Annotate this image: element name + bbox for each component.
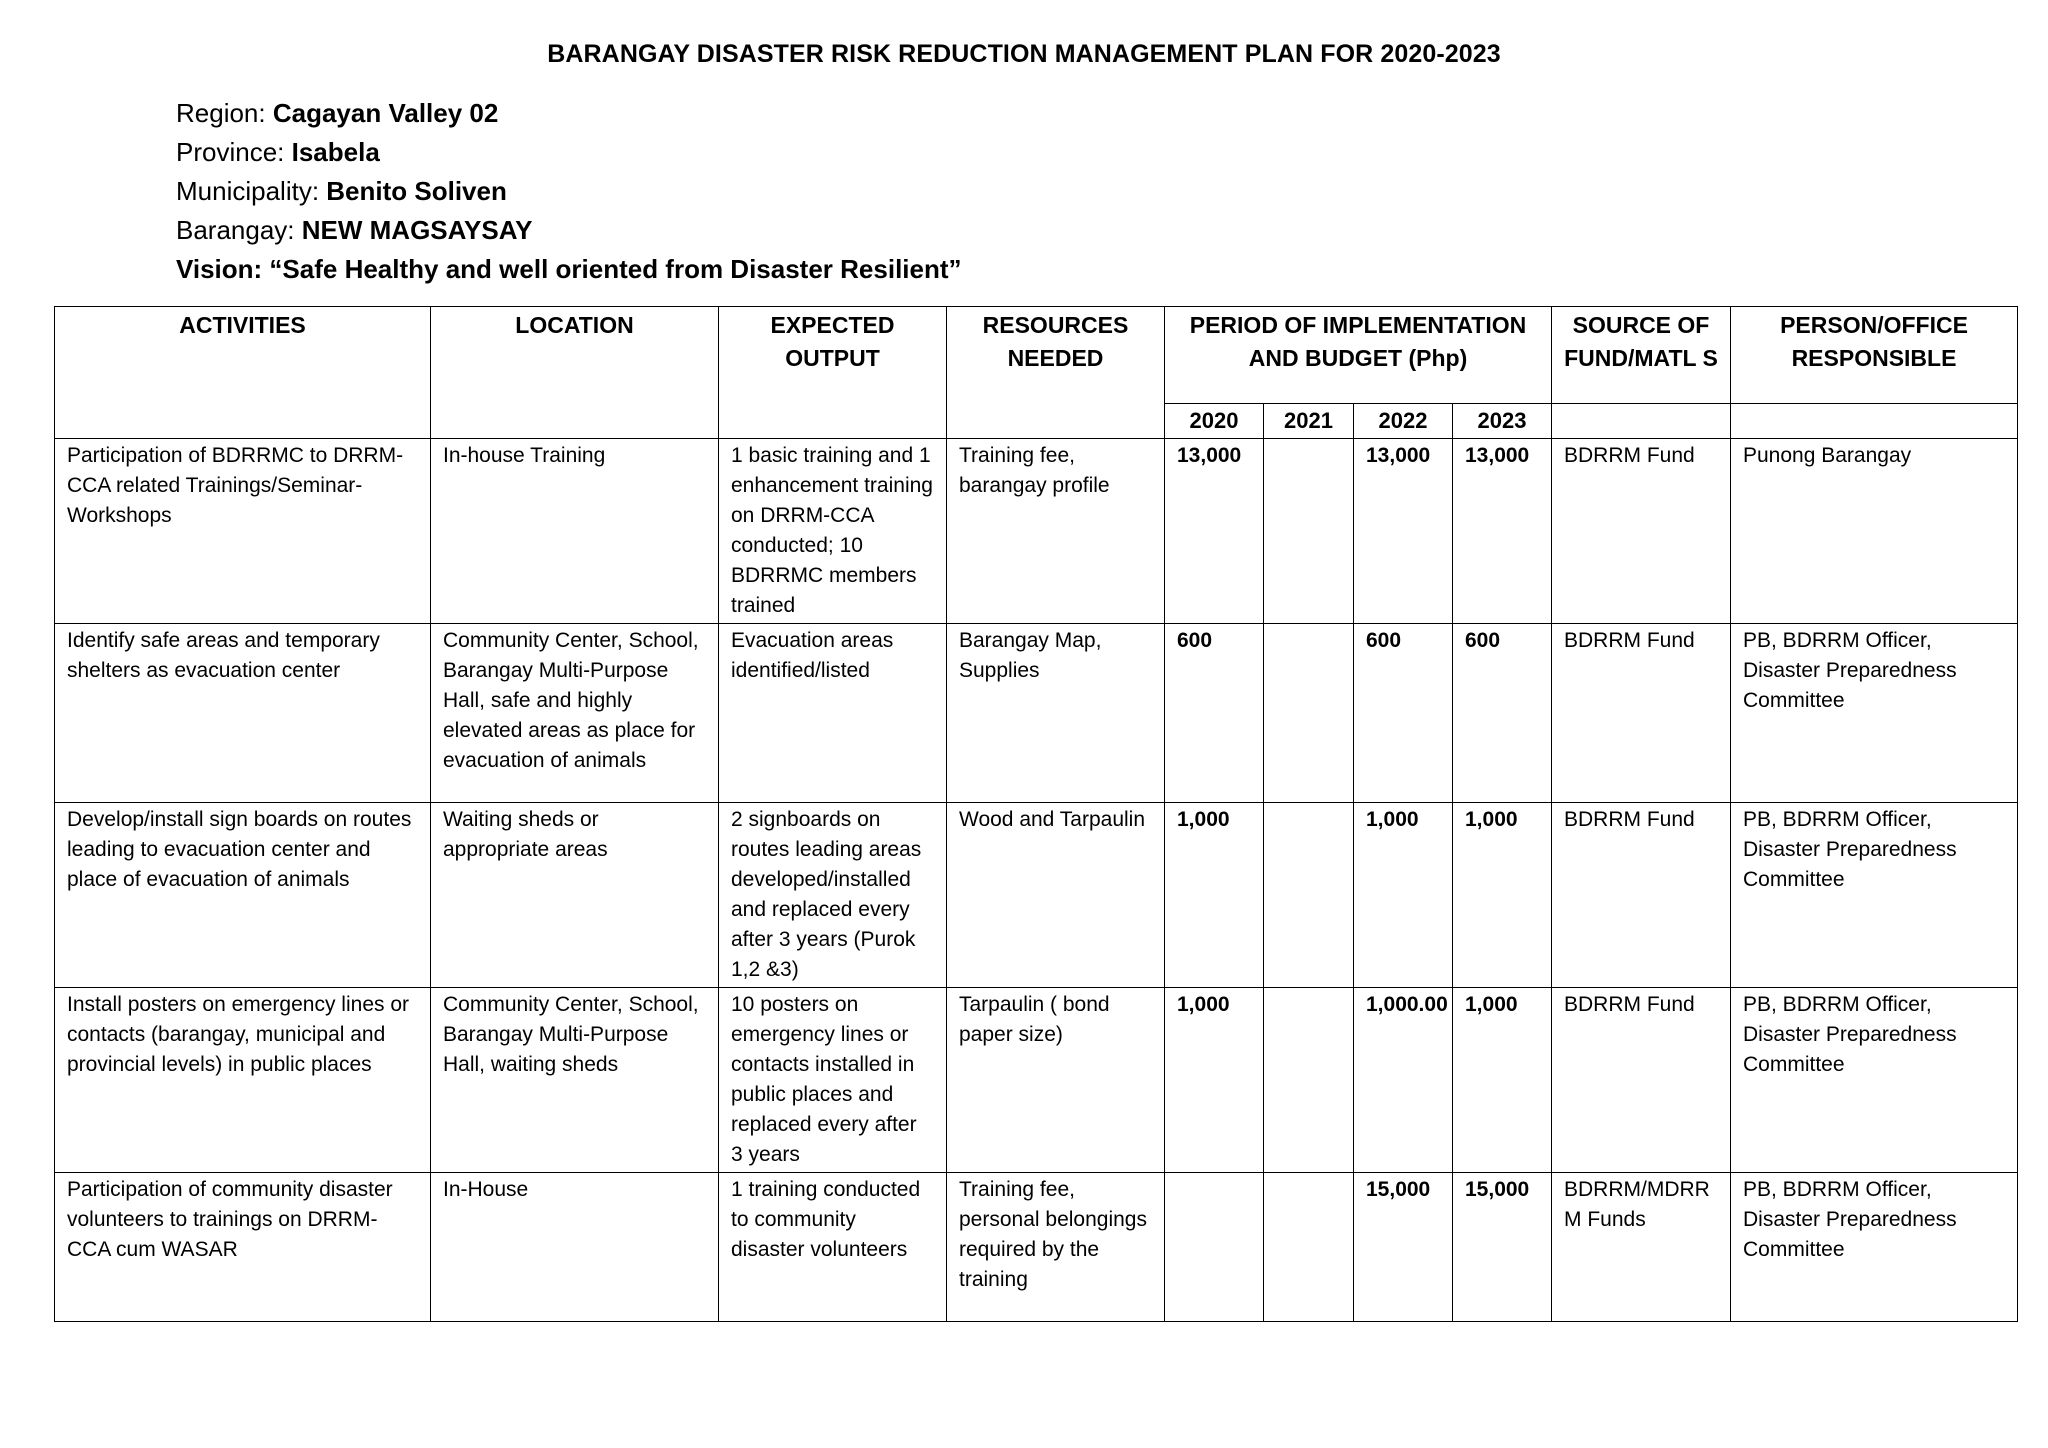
cell-budget-2020 bbox=[1165, 1173, 1264, 1322]
cell-person: PB, BDRRM Officer, Disaster Preparedness Committee bbox=[1731, 1173, 2018, 1322]
cell-budget-2020: 1,000 bbox=[1165, 988, 1264, 1173]
cell-location: In-House bbox=[431, 1173, 719, 1322]
cell-budget-2022: 1,000 bbox=[1354, 803, 1453, 988]
cell-budget-2020: 1,000 bbox=[1165, 803, 1264, 988]
header-source-blank bbox=[1552, 404, 1731, 439]
cell-budget-2020: 600 bbox=[1165, 624, 1264, 803]
document-details bbox=[176, 94, 962, 289]
plan-table bbox=[54, 306, 2018, 1322]
cell-budget-2023: 600 bbox=[1453, 624, 1552, 803]
cell-location: Community Center, School, Barangay Multi-Purpose Hall, safe and highly elevated areas as place for evacuation of animals bbox=[431, 624, 719, 803]
header-year-2022: 2022 bbox=[1354, 404, 1453, 439]
cell-budget-2023: 15,000 bbox=[1453, 1173, 1552, 1322]
cell-activity: Install posters on emergency lines or contacts (barangay, municipal and provincial levels) in public places bbox=[55, 988, 431, 1173]
cell-person: PB, BDRRM Officer, Disaster Preparedness Committee bbox=[1731, 624, 2018, 803]
cell-budget-2022: 600 bbox=[1354, 624, 1453, 803]
cell-budget-2021 bbox=[1264, 988, 1354, 1173]
table-row bbox=[55, 988, 2018, 1173]
cell-resources: Training fee, personal belongings required by the training bbox=[947, 1173, 1165, 1322]
cell-output: Evacuation areas identified/listed bbox=[719, 624, 947, 803]
cell-activity: Identify safe areas and temporary shelters as evacuation center bbox=[55, 624, 431, 803]
cell-resources: Barangay Map, Supplies bbox=[947, 624, 1165, 803]
cell-resources: Tarpaulin ( bond paper size) bbox=[947, 988, 1165, 1173]
header-period: PERIOD OF IMPLEMENTATION AND BUDGET (Php) bbox=[1165, 307, 1552, 404]
cell-output: 1 training conducted to community disaster volunteers bbox=[719, 1173, 947, 1322]
cell-budget-2023: 13,000 bbox=[1453, 439, 1552, 624]
table-row bbox=[55, 439, 2018, 624]
table-row bbox=[55, 624, 2018, 803]
cell-budget-2023: 1,000 bbox=[1453, 803, 1552, 988]
municipality-value: Benito Soliven bbox=[326, 176, 507, 206]
province-value: Isabela bbox=[291, 137, 380, 167]
cell-activity: Develop/install sign boards on routes leading to evacuation center and place of evacuation of animals bbox=[55, 803, 431, 988]
cell-resources: Training fee, barangay profile bbox=[947, 439, 1165, 624]
vision-statement: Vision: “Safe Healthy and well oriented from Disaster Resilient” bbox=[176, 254, 962, 284]
cell-output: 2 signboards on routes leading areas developed/installed and replaced every after 3 years (Purok 1,2 &3) bbox=[719, 803, 947, 988]
cell-source: BDRRM/MDRRM Funds bbox=[1552, 1173, 1731, 1322]
cell-budget-2022: 13,000 bbox=[1354, 439, 1453, 624]
cell-budget-2021 bbox=[1264, 439, 1354, 624]
cell-budget-2021 bbox=[1264, 1173, 1354, 1322]
header-year-2020: 2020 bbox=[1165, 404, 1264, 439]
cell-budget-2020: 13,000 bbox=[1165, 439, 1264, 624]
header-person: PERSON/OFFICE RESPONSIBLE bbox=[1731, 307, 2018, 404]
page-title: BARANGAY DISASTER RISK REDUCTION MANAGEMENT PLAN FOR 2020-2023 bbox=[547, 40, 1501, 68]
header-location: LOCATION bbox=[431, 307, 719, 439]
header-source: SOURCE OF FUND/MATL S bbox=[1552, 307, 1731, 404]
cell-budget-2023: 1,000 bbox=[1453, 988, 1552, 1173]
municipality-line bbox=[176, 172, 962, 211]
cell-person: Punong Barangay bbox=[1731, 439, 2018, 624]
table-row bbox=[55, 1173, 2018, 1322]
barangay-label: Barangay: bbox=[176, 215, 302, 245]
header-person-blank bbox=[1731, 404, 2018, 439]
cell-budget-2021 bbox=[1264, 624, 1354, 803]
province-line bbox=[176, 133, 962, 172]
header-activities: ACTIVITIES bbox=[55, 307, 431, 439]
cell-activity: Participation of BDRRMC to DRRM-CCA related Trainings/Seminar-Workshops bbox=[55, 439, 431, 624]
cell-person: PB, BDRRM Officer, Disaster Preparedness Committee bbox=[1731, 988, 2018, 1173]
cell-budget-2021 bbox=[1264, 803, 1354, 988]
cell-location: In-house Training bbox=[431, 439, 719, 624]
header-year-2023: 2023 bbox=[1453, 404, 1552, 439]
region-line bbox=[176, 94, 962, 133]
cell-location: Waiting sheds or appropriate areas bbox=[431, 803, 719, 988]
cell-source: BDRRM Fund bbox=[1552, 803, 1731, 988]
cell-activity: Participation of community disaster volunteers to trainings on DRRM-CCA cum WASAR bbox=[55, 1173, 431, 1322]
barangay-value: NEW MAGSAYSAY bbox=[301, 215, 533, 245]
barangay-line bbox=[176, 211, 962, 250]
cell-output: 1 basic training and 1 enhancement training on DRRM-CCA conducted; 10 BDRRMC members trained bbox=[719, 439, 947, 624]
cell-output: 10 posters on emergency lines or contacts installed in public places and replaced every after 3 years bbox=[719, 988, 947, 1173]
region-label: Region: bbox=[176, 98, 273, 128]
province-label: Province: bbox=[176, 137, 292, 167]
municipality-label: Municipality: bbox=[176, 176, 327, 206]
header-resources-needed: RESOURCES NEEDED bbox=[947, 307, 1165, 439]
cell-source: BDRRM Fund bbox=[1552, 624, 1731, 803]
header-year-2021: 2021 bbox=[1264, 404, 1354, 439]
cell-budget-2022: 15,000 bbox=[1354, 1173, 1453, 1322]
cell-budget-2022: 1,000.00 bbox=[1354, 988, 1453, 1173]
cell-source: BDRRM Fund bbox=[1552, 439, 1731, 624]
region-value: Cagayan Valley 02 bbox=[272, 98, 499, 128]
cell-person: PB, BDRRM Officer, Disaster Preparedness Committee bbox=[1731, 803, 2018, 988]
cell-resources: Wood and Tarpaulin bbox=[947, 803, 1165, 988]
header-row bbox=[55, 307, 2018, 404]
header-expected-output: EXPECTED OUTPUT bbox=[719, 307, 947, 439]
cell-source: BDRRM Fund bbox=[1552, 988, 1731, 1173]
cell-location: Community Center, School, Barangay Multi-Purpose Hall, waiting sheds bbox=[431, 988, 719, 1173]
table-row bbox=[55, 803, 2018, 988]
